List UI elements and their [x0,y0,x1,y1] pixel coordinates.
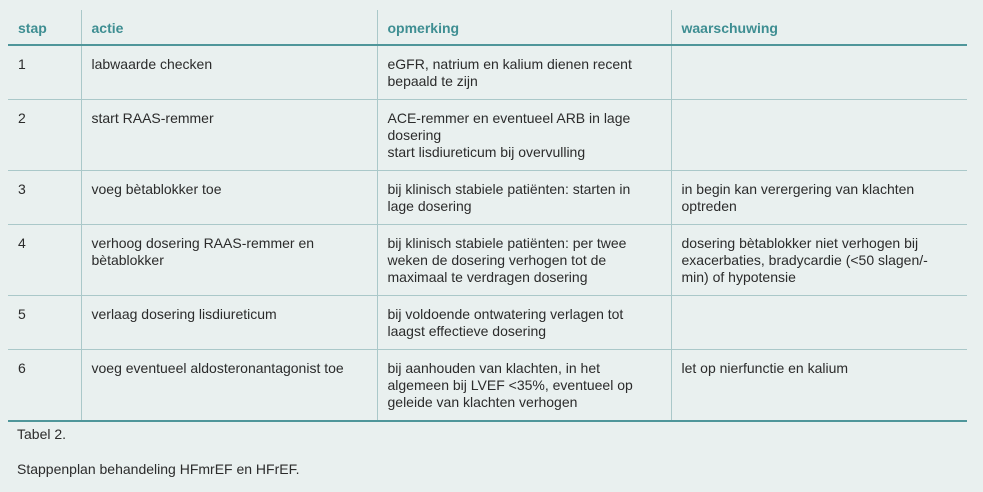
cell-line: algemeen bij LVEF <35%, eventueel op [387,377,633,393]
cell-line: ACE-remmer en eventueel ARB in lage [387,110,631,126]
cell-actie [81,171,377,225]
cell-stap: 2 [8,100,81,171]
cell-stap: 1 [8,45,81,100]
header-stap: stap [8,10,81,45]
cell-line: in begin kan verergering van klachten [681,181,915,197]
cell-opmerking [377,100,671,171]
cell-line: bètablokker [91,252,164,268]
cell-line: min) of hypotensie [681,269,796,285]
cell-opmerking [377,296,671,350]
cell-stap: 6 [8,350,81,422]
cell-stap: 4 [8,225,81,296]
treatment-table [8,10,967,422]
table-body [8,45,967,421]
cell-line: weken de dosering verhogen tot de [387,252,607,268]
cell-waarschuwing [671,100,967,171]
table-row [8,45,967,100]
cell-line: optreden [681,198,737,214]
cell-line: bij klinisch stabiele patiënten: starten in [387,181,631,197]
cell-actie [81,225,377,296]
table-row [8,171,967,225]
cell-line: bij voldoende ontwatering verlagen tot [387,306,624,322]
cell-line: dosering [387,127,442,143]
table-header-row [8,10,967,45]
cell-line: start RAAS-remmer [91,110,214,126]
table-row [8,350,967,422]
cell-line: verlaag dosering lisdiureticum [91,306,277,322]
cell-line: maximaal te verdragen dosering [387,269,588,285]
header-opmerking: opmerking [377,10,671,45]
cell-line: exacerbaties, bradycardie (<50 slagen/- [681,252,928,268]
cell-line: let op nierfunctie en kalium [681,360,849,376]
cell-opmerking [377,45,671,100]
table-caption-text: Stappenplan behandeling HFmrEF en HFrEF. [17,461,300,477]
cell-line: geleide van klachten verhogen [387,394,578,410]
header-waarschuwing: waarschuwing [671,10,967,45]
cell-actie [81,350,377,422]
cell-opmerking [377,171,671,225]
cell-waarschuwing [671,350,967,422]
header-actie: actie [81,10,377,45]
cell-line: verhoog dosering RAAS-remmer en [91,235,315,251]
cell-line: labwaarde checken [91,56,213,72]
treatment-table-container [8,10,967,422]
cell-line: bij klinisch stabiele patiënten: per twee [387,235,627,251]
cell-opmerking [377,350,671,422]
cell-stap: 3 [8,171,81,225]
cell-line: bij aanhouden van klachten, in het [387,360,600,376]
table-row [8,296,967,350]
cell-line: voeg bètablokker toe [91,181,222,197]
table-row [8,225,967,296]
cell-waarschuwing [671,171,967,225]
table-caption-label: Tabel 2. [17,426,67,442]
cell-line: laagst effectieve dosering [387,323,547,339]
cell-actie [81,45,377,100]
cell-actie [81,296,377,350]
cell-line: voeg eventueel aldosteronantagonist toe [91,360,344,376]
cell-line: bepaald te zijn [387,73,478,89]
cell-stap: 5 [8,296,81,350]
cell-line: dosering bètablokker niet verhogen bij [681,235,919,251]
cell-line: eGFR, natrium en kalium dienen recent [387,56,632,72]
cell-line: lage dosering [387,198,472,214]
cell-waarschuwing [671,296,967,350]
cell-waarschuwing [671,225,967,296]
cell-waarschuwing [671,45,967,100]
cell-actie [81,100,377,171]
table-row [8,100,967,171]
cell-line: start lisdiureticum bij overvulling [387,144,586,160]
cell-opmerking [377,225,671,296]
